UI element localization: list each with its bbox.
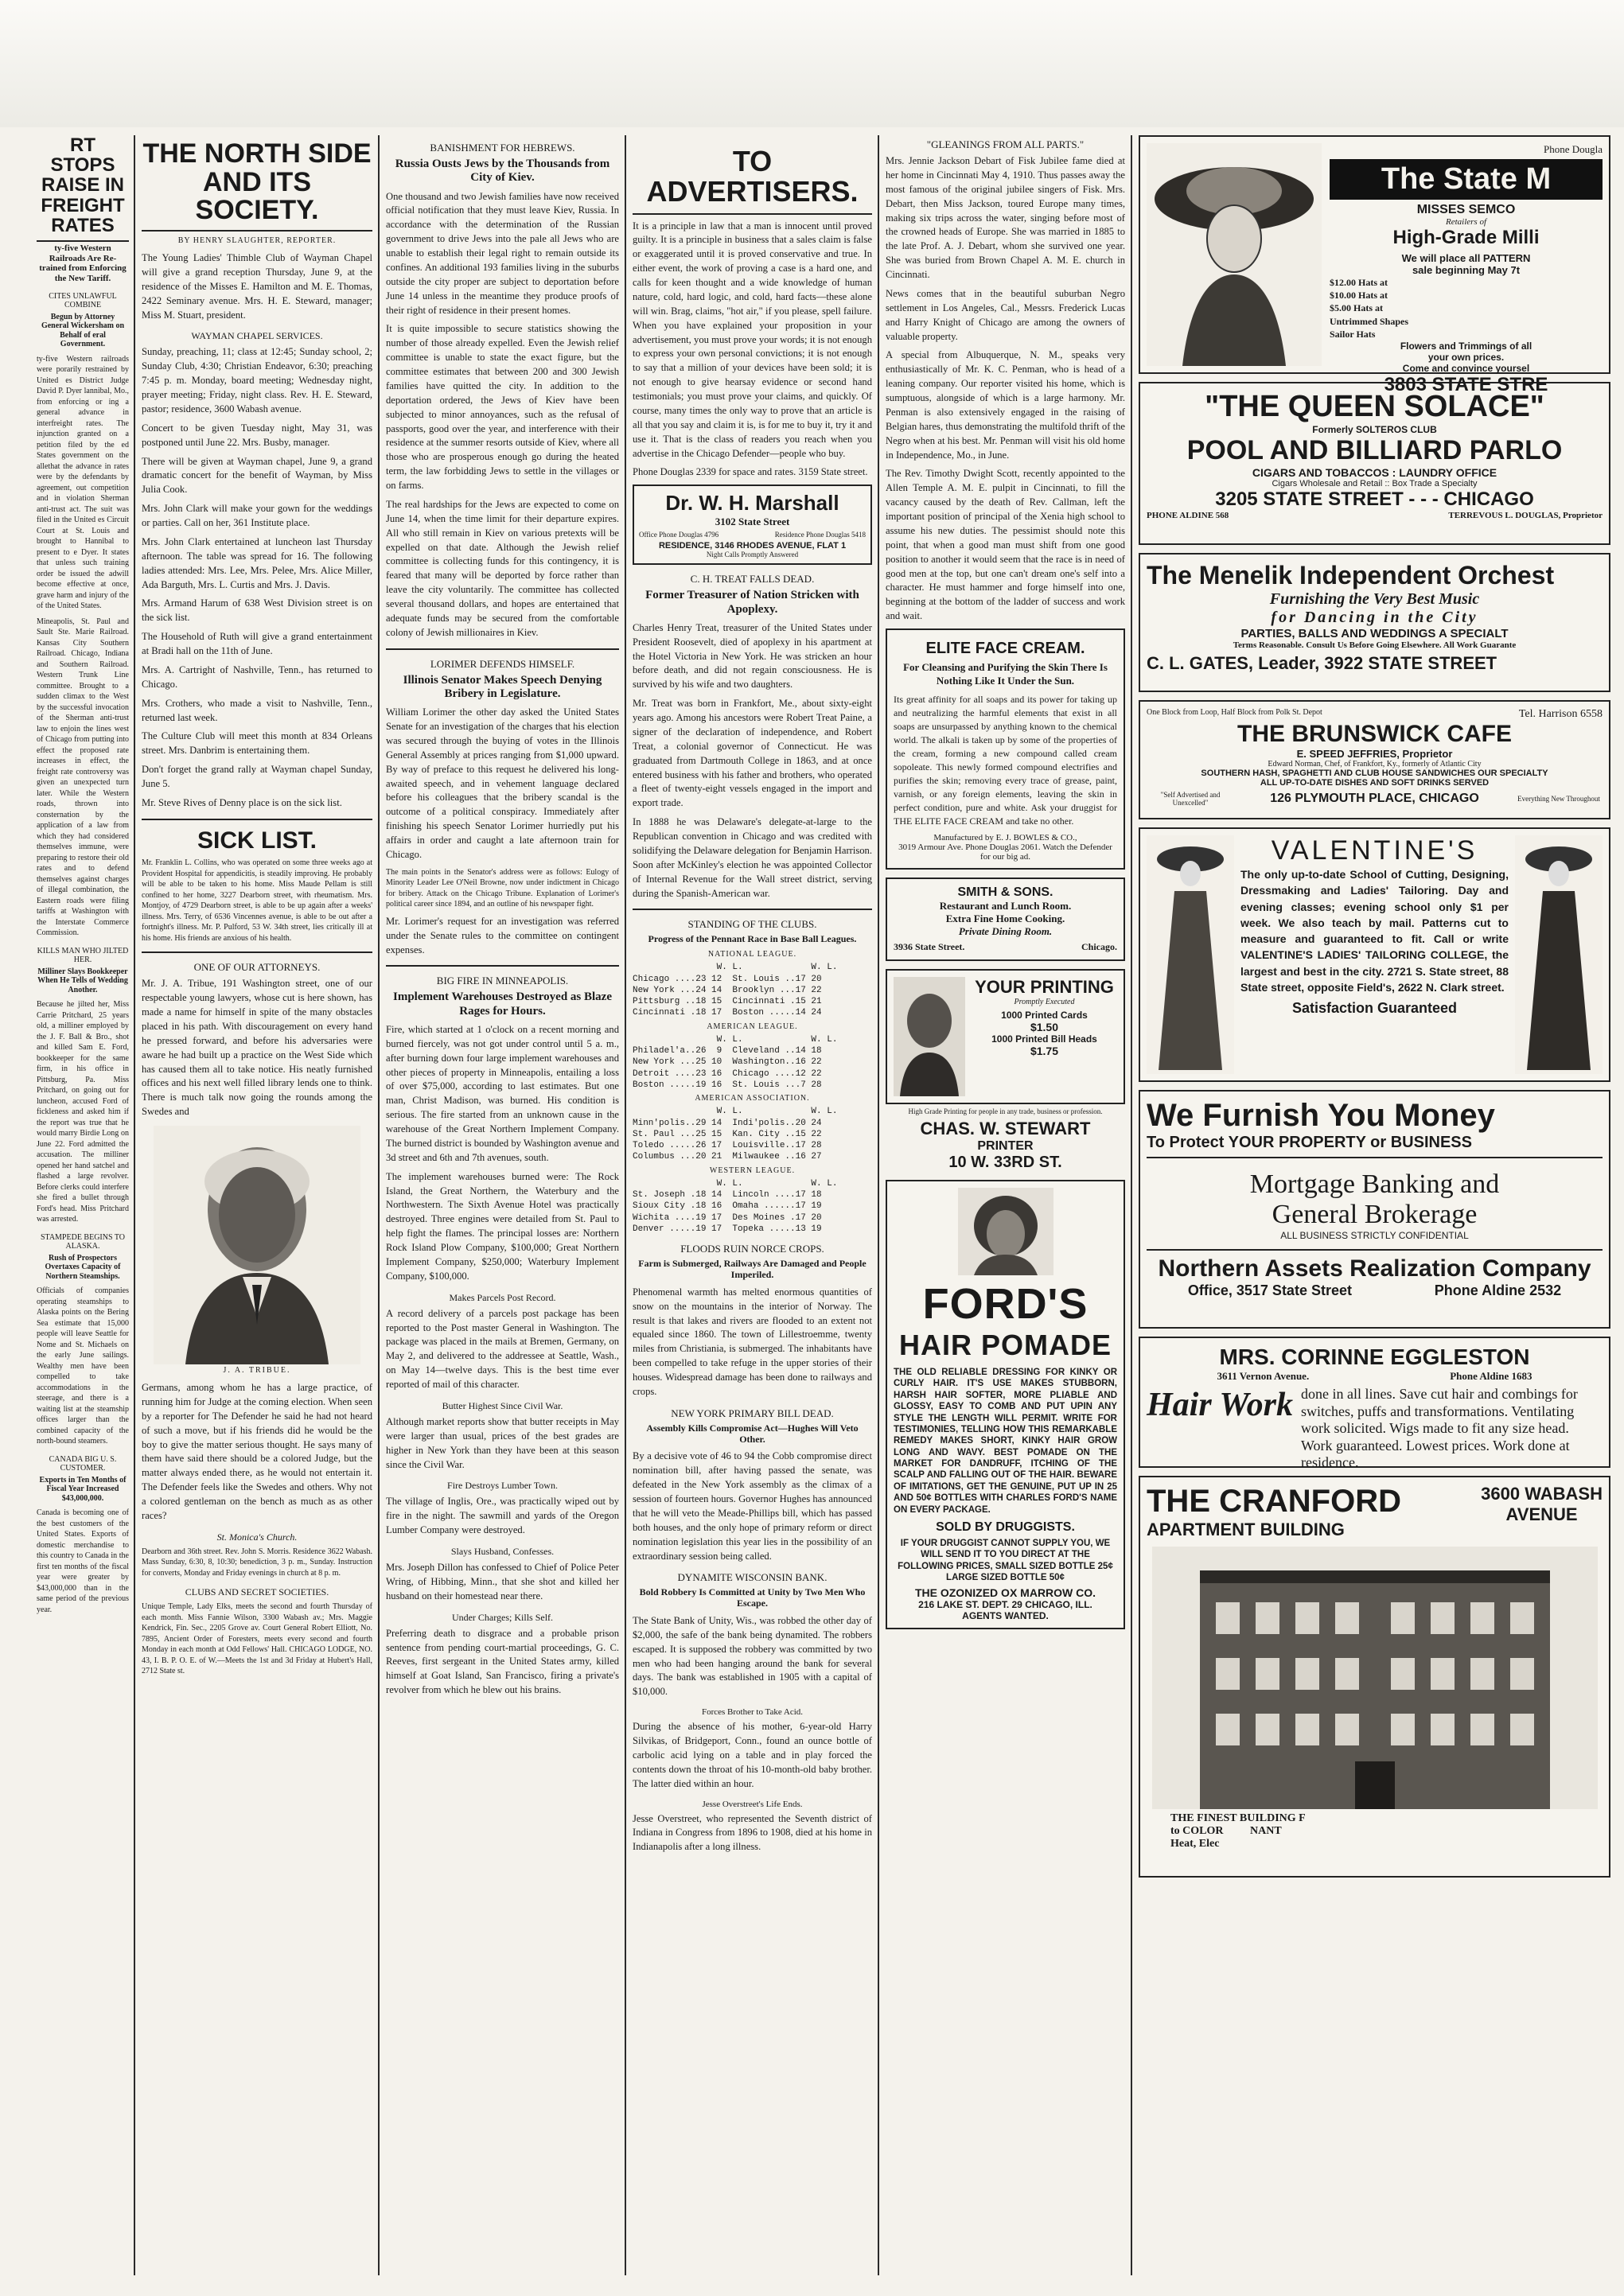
paragraph: Concert to be given Tuesday night, May 31, was postponed until June 22. Mrs. Busby, manager. bbox=[142, 422, 372, 448]
ad-title: We Furnish You Money bbox=[1147, 1098, 1495, 1133]
headline-dynamite: DYNAMITE WISCONSIN BANK. bbox=[677, 1571, 828, 1584]
headline-gleanings: "GLEANINGS FROM ALL PARTS." bbox=[926, 138, 1085, 150]
torn-masthead-area bbox=[0, 0, 1624, 127]
ad-subtitle: For Cleansing and Purifying the Skin There Is Nothing Like It Under the Sun. bbox=[903, 661, 1108, 687]
price-item: 1000 Printed Bill Heads bbox=[991, 1033, 1097, 1045]
paragraph: Mrs. Jennie Jackson Debart of Fisk Jubilee fame died at her home in Cincinnati May 4, 1910. Thus passes away the most famous of the original jubilee singers of Fisk. Mrs. Debart, then Miss Jackson, toured Europe many times, making six trips across the water, singing before most of the crowned heads of Europe. She was married in 1885 to the late Prof. A. J. Debart, whom she survived one year. She was buried from Brown Chapel A. M. E. church in Cincinnati. bbox=[886, 155, 1125, 280]
building-illustration bbox=[1152, 1547, 1598, 1809]
ad-address: 3019 Armour Ave. Phone Douglas 2061. Watch the Defender for our big ad. bbox=[898, 843, 1112, 862]
standings-american: W. L. W. L. Philadel'a..26 9 Cleveland ..14 18 New York ...25 10 Washington..16 22 Detroit ....23 16 Chicago ....12 22 Boston .....19 16 St. Louis ...7 28 bbox=[633, 1034, 838, 1090]
ad-fords-pomade bbox=[886, 1180, 1125, 1629]
paragraph: It is quite impossible to secure statistics showing the number of those already expelled. Even the Jewish relief committee is unable to state the exact figure, but the committee estimates that between 200 and 300 Jewish families have quitted the city. In addition to the deportation ordered, the Jews of Kiev have been subjected to minor annoyances, such as the refusal of passports, good over the year, and interference with their residence at the summer resorts outside of Kiev, where all those who are prosperous enough go during the heated term, the law forbidding Jews to settle in the villages or on farms. bbox=[386, 323, 619, 491]
ad-title: The State M bbox=[1330, 159, 1603, 200]
paragraph: A record delivery of a parcels post package has been reported to the Post master General in Washington. The package was placed in the mails at Bremen, Germany, on May 2, and delivered to the addressee at Seattle, Wash., on May 14—twelve days. This is the best time ever reported of mail of this character. bbox=[386, 1307, 619, 1390]
byline: BY HENRY SLAUGHTER, REPORTER. bbox=[177, 236, 337, 246]
deck-banishment: Russia Ousts Jews by the Thousands from City of Kiev. bbox=[395, 158, 610, 185]
ad-printer-address: 10 W. 33RD ST. bbox=[948, 1154, 1062, 1172]
newspaper-page bbox=[32, 135, 1615, 2275]
card-residence: RESIDENCE, 3146 RHODES AVENUE, FLAT 1 bbox=[658, 541, 847, 551]
paragraph: The main points in the Senator's address were as follows: Eulogy of Minority Leader Lee O'Neil Browne, now under indictment in Chicago for bribery. Attack on the Chicago Tribune. Explanation of Lorimer's political career since 1894, and an outline of his newspaper fight. bbox=[386, 867, 619, 909]
headline-primary-bill: NEW YORK PRIMARY BILL DEAD. bbox=[671, 1407, 834, 1419]
paragraph: There will be given at Wayman chapel, June 9, a grand dramatic concert for the benefit of Wayman, by Miss Julia Cook. bbox=[142, 455, 372, 496]
ad-northern-assets bbox=[1139, 1090, 1610, 1329]
card-office-phone: Office Phone Douglas 4796 bbox=[639, 531, 719, 539]
paragraph: Although market reports show that butter receipts in May were larger than usual, prices of the best grades are higher in New York than they have been at this season since the Civil War. bbox=[386, 1415, 619, 1470]
paragraph: The Rev. Timothy Dwight Scott, recently appointed to the Allen Temple A. M. E. pulpit in Cincinnati, to fill the vacancy caused by the death of Rev. Callman, left the important position of principal of the Xenia high school to assume his new duties. The pessimist should note this point, that when a good man must shift from one good position to another it would seem that the race is in need of good men at the top, but one can't dream one's self into a character. He must hammer and forge himself into one, beginning at the bottom of the ladder of success and work and wait. bbox=[886, 468, 1125, 622]
price-row: $5.00 Hats at bbox=[1330, 302, 1383, 314]
paragraph: The Household of Ruth will give a grand entertainment at Bradi hall on the 11th of June. bbox=[142, 631, 372, 657]
ad-line: your own prices. bbox=[1427, 351, 1505, 363]
paragraph: One thousand and two Jewish families have now received official notification that they must leave Kiev, Russia. In accordance with the determination of the Russian government to drive Jews into the pale all Jews who are unable to establish their legal right to remain outside its confines. An additional 193 families living in the suburbs outside the city proper are subject to deportation before June 14 unless in the meantime they produce proofs of their right of residence in their present homes. bbox=[386, 190, 619, 316]
ad-printer-role: PRINTER bbox=[977, 1139, 1034, 1154]
deck-freight-rates: ty-five Western Railroads Are Re-trained from Enforcing the New Tariff. bbox=[39, 243, 127, 283]
divider bbox=[142, 819, 372, 820]
ad-line: General Brokerage bbox=[1272, 1200, 1478, 1229]
ad-line: Furnishing the Very Best Music bbox=[1269, 590, 1480, 608]
ad-note: High Grade Printing for people in any trade, business or profession. bbox=[908, 1107, 1103, 1116]
ad-line: sale beginning May 7t bbox=[1412, 264, 1521, 276]
subdeck-wickersham: Begun by Attorney General Wickersham on Behalf of eral Government. bbox=[41, 312, 125, 348]
ad-title: FORD'S bbox=[922, 1280, 1089, 1329]
paragraph: Mrs. A. Cartright of Nashville, Tenn., has returned to Chicago. bbox=[142, 664, 372, 690]
ad-valentines bbox=[1139, 827, 1610, 1082]
ad-address: 3600 WABASH bbox=[1481, 1484, 1603, 1504]
column-rule bbox=[134, 135, 135, 2275]
ad-address: 3611 Vernon Avenue. bbox=[1217, 1370, 1310, 1382]
deck-treat: Former Treasurer of Nation Stricken with Apoplexy. bbox=[645, 589, 859, 616]
dress-figure-right bbox=[1515, 835, 1603, 1074]
hat-lady-illustration bbox=[1147, 143, 1322, 366]
paragraph: Dearborn and 36th street. Rev. John S. Morris. Residence 3622 Wabash. Mass Sunday, 6:30, 8, 10:30; benediction, 3 p. m., Sunday. Instruction for converts, Monday and Friday evenings in church at 8 p. m. bbox=[142, 1547, 372, 1578]
ad-title: THE CRANFORD bbox=[1147, 1484, 1401, 1519]
ad-proprietor: E. SPEED JEFFRIES, Proprietor bbox=[1296, 748, 1453, 760]
paragraph: A special from Albuquerque, N. M., speaks very enthusiastically of Mr. K. C. Penman, who is head of a leaning company. Our reporter visited his home, which is sumptuous, alongside of which is a large harmony. Mr. Penman is also extensively engaged in the raising of Belgian hares, thus demonstrating the multifold thrift of the Negro when at his best. Mr. Penman will visit his old home in Independence, Mo., in June. bbox=[886, 349, 1125, 461]
price-row: Sailor Hats bbox=[1330, 328, 1376, 340]
headline-attorneys: ONE OF OUR ATTORNEYS. bbox=[193, 961, 321, 974]
column-rule bbox=[1131, 135, 1132, 2275]
ad-eggleston-hairwork bbox=[1139, 1337, 1610, 1471]
ad-elite-face-cream bbox=[886, 628, 1125, 870]
ad-marshall-card bbox=[633, 484, 872, 565]
ad-line: Flowers and Trimmings of all bbox=[1400, 340, 1532, 352]
deck-lorimer: Illinois Senator Makes Speech Denying Bribery in Legislature. bbox=[403, 673, 602, 700]
price-list bbox=[1330, 276, 1603, 341]
headline-alaska: STAMPEDE BEGINS TO ALASKA. bbox=[40, 1232, 126, 1251]
paragraph: The village of Inglis, Ore., was practically wiped out by fire in the night. The sawmill and yards of the Oregon Lumber Company were destroyed. bbox=[386, 1496, 619, 1536]
ad-state-millinery bbox=[1139, 135, 1610, 395]
column-3 bbox=[381, 135, 624, 2275]
paragraph: Mr. Treat was born in Frankfort, Me., about sixty-eight years ago. Among his ancestors were Robert Treat Paine, a signer of the declaration of independence, and Robert Treat, a colonial governor of Connecticut. He was graduated from Dartmouth College in 1863, and at once entered business with his father and brothers, who operated a fleet of twenty-eight vessels engaged in the import and export trade. bbox=[633, 698, 872, 809]
ad-line: Come and convince yoursel bbox=[1402, 362, 1530, 374]
ad-title: ELITE FACE CREAM. bbox=[925, 640, 1085, 657]
divider bbox=[142, 951, 372, 953]
ad-address: 126 PLYMOUTH PLACE, CHICAGO bbox=[1270, 792, 1479, 805]
ad-title: MRS. CORINNE EGGLESTON bbox=[1219, 1345, 1530, 1369]
paragraph: The Culture Club will meet this month at 834 Orleans street. Mrs. Danbrim is entertaining them. bbox=[142, 730, 372, 757]
paragraph: By a decisive vote of 46 to 94 the Cobb compromise direct nomination bill, after having passed the senate, was defeated in the New York assembly as the climax of a session of fourteen hours. Governor Hughes has announced that he will veto the Meade-Phillips bill, which has passed both houses, and the only hope of primary reform or direct nomination legislation this year lies in the possibility of an extraordinary session being called. bbox=[633, 1450, 872, 1562]
paragraph: Mr. Lorimer's request for an investigation was referred under the Senate rules to the committee on contingent expenses. bbox=[386, 915, 619, 955]
column-5 bbox=[881, 135, 1130, 2275]
ad-phone: PHONE ALDINE 568 bbox=[1147, 511, 1229, 520]
paragraph: Phenomenal warmth has melted enormous quantities of snow on the mountains in the interior of Norway. The result is that lakes and rivers are flooded to an extent not equaled since 1860. The town of Lillestroemme, twenty miles from Christiania, is submerged. The inhabitants have been compelled to take refuge in the upper stories of their houses. Widespread damage has been done to railways and crops. bbox=[633, 1286, 872, 1397]
ad-footer-4: Heat, Elec bbox=[1170, 1838, 1220, 1850]
ad-title: The Menelik Independent Orchest bbox=[1147, 561, 1555, 590]
ad-smith-sons bbox=[886, 878, 1125, 961]
portrait-tribue bbox=[154, 1126, 360, 1364]
price-value: $1.75 bbox=[1030, 1045, 1059, 1058]
ad-line: Private Dining Room. bbox=[958, 925, 1053, 938]
headline-floods: FLOODS RUIN NORCE CROPS. bbox=[680, 1243, 824, 1255]
ad-brunswick-cafe bbox=[1139, 700, 1610, 819]
paragraph: News comes that in the beautiful suburban Negro settlement in Los Angeles, Cal., Messrs. Frederick Lucas and Harry Knight of Chicago are among the owners of valuable property. bbox=[886, 287, 1125, 342]
ad-body: Its great affinity for all soaps and its power for taking up and neutralizing the harmful elements that exist in all soaps are unsurpassed by anything known to the chemical world. The alkali is taken up by some of the properties of the cream, forming a new compound called cream sopoleate. This newly formed compound electrifies and purifies the skin; removing every trace of grease, paint, varnish, or any foreign elements, leaving the skin in perfect condition, pure and white. Ask your druggist for THE ELITE FACE CREAM and take no other. bbox=[894, 693, 1117, 827]
ad-subtitle: To Protect YOUR PROPERTY or BUSINESS bbox=[1147, 1134, 1603, 1158]
column-rule bbox=[625, 135, 626, 2275]
price-value: $1.50 bbox=[1030, 1021, 1059, 1034]
ad-line: Mortgage Banking and bbox=[1249, 1169, 1500, 1199]
headline-clubs: CLUBS AND SECRET SOCIETIES. bbox=[185, 1586, 329, 1598]
paragraph: Sunday, preaching, 11; class at 12:45; Sunday school, 2; Sunday Club, 4:30; Christian Endeavor, 6:30; preaching 7:45 p. m. Monday, board meeting; Wednesday night, prayer meeting; Friday, night class. Rev. H. E. Steward, pastor; residence, 3600 Wabash avenue. bbox=[142, 346, 372, 414]
paragraph: Mr. Steve Rives of Denny place is on the sick list. bbox=[142, 796, 342, 808]
ad-specialty-2: ALL UP-TO-DATE DISHES AND SOFT DRINKS SERVED bbox=[1260, 778, 1490, 788]
headline-north-side: THE NORTH SIDE AND ITS SOCIETY. bbox=[142, 140, 372, 232]
paragraph: Fire, which started at 1 o'clock on a recent morning and burned fiercely, was not got under control until 5 a. m., after burning down four large implement warehouses and other pieces of property in Minneapolis, entailing a loss of over $75,000, according to last estimates. But one man, Christ Madison, was burned. His condition is serious. The fire started from an unknown cause in the warehouse of the Great Northern Implement Company. The burned district is bounded by Washington avenue and 3d street and 6th and 7th avenues, south. bbox=[386, 1023, 619, 1163]
ad-address: 216 LAKE ST. DEPT. 29 CHICAGO, ILL. bbox=[918, 1599, 1092, 1611]
ad-footer: THE FINEST BUILDING F bbox=[1170, 1812, 1306, 1824]
divider bbox=[386, 965, 619, 967]
subhead-slays: Slays Husband, Confesses. bbox=[450, 1546, 555, 1557]
paragraph: The real hardships for the Jews are expected to come on June 14, when the time limit for their departure expires. All who still remain in Kiev on various pretexts will be expelled on that date. Although the Jewish relief committee is collecting funds for this contingency, it is feared that many will be deported by force rather than leave the city voluntarily. The committee has collected several thousand dollars, and hopes are entertained that adequate funds may be secured from the comfortable colony of Jewish millionaires in Kiev. bbox=[386, 498, 619, 638]
subhead-parcels: Makes Parcels Post Record. bbox=[449, 1291, 556, 1303]
ad-agents: AGENTS WANTED. bbox=[962, 1610, 1049, 1622]
headline-lorimer: LORIMER DEFENDS HIMSELF. bbox=[430, 657, 575, 670]
subhead-butter: Butter Highest Since Civil War. bbox=[442, 1399, 563, 1411]
ad-address-2: AVENUE bbox=[1505, 1504, 1578, 1524]
ad-city: Chicago. bbox=[1081, 941, 1117, 953]
price-row: $12.00 Hats at bbox=[1330, 277, 1388, 288]
ad-office: Office, 3517 State Street bbox=[1187, 1282, 1352, 1298]
ad-address: 3803 STATE STRE bbox=[1384, 373, 1548, 395]
ad-headline: POOL AND BILLIARD PARLO bbox=[1186, 435, 1563, 465]
price-item: 1000 Printed Cards bbox=[1001, 1010, 1088, 1022]
ad-stewart-printing bbox=[886, 969, 1125, 1104]
subhead-st-monica: St. Monica's Church. bbox=[216, 1531, 298, 1543]
deck-canada: Exports in Ten Months of Fiscal Year Increased $43,000,000. bbox=[39, 1475, 127, 1503]
column-4 bbox=[628, 135, 877, 2275]
ad-headline: Hair Work bbox=[1147, 1387, 1293, 1423]
deck-floods: Farm is Submerged, Railways Are Damaged and People Imperiled. bbox=[638, 1258, 867, 1280]
card-address: 3102 State Street bbox=[715, 516, 790, 528]
paragraph: Don't forget the grand rally at Wayman chapel Sunday, June 5. bbox=[142, 764, 372, 790]
ad-company: THE OZONIZED OX MARROW CO. bbox=[914, 1586, 1096, 1600]
paragraph: Phone Douglas 2339 for space and rates. 3159 State street. bbox=[633, 466, 868, 478]
ad-subtitle: Promptly Executed bbox=[1014, 998, 1075, 1007]
portrait-caption: J. A. TRIBUE. bbox=[223, 1366, 291, 1376]
ad-offer: IF YOUR DRUGGIST CANNOT SUPPLY YOU, WE WILL SEND IT TO YOU DIRECT AT THE FOLLOWING PRICES, SMALL SIZED BOTTLE 25¢ LARGE SIZED BOTTLE 50¢ bbox=[898, 1538, 1113, 1583]
divider bbox=[633, 909, 872, 910]
card-name: Dr. W. H. Marshall bbox=[665, 491, 839, 516]
column-2 bbox=[137, 135, 377, 2275]
deck-dynamite: Bold Robbery Is Committed at Unity by Two Men Who Escape. bbox=[639, 1586, 866, 1609]
paragraph: Mrs. Joseph Dillon has confessed to Chief of Police Peter Wring, of Hibbing, Minn., that she shot and killed her husband on their homestead near there. bbox=[386, 1562, 619, 1601]
deck-standing: Progress of the Pennant Race in Base Ball Leagues. bbox=[648, 933, 857, 945]
ad-line: for Dancing in the City bbox=[1271, 609, 1478, 626]
ad-title: "THE QUEEN SOLACE" bbox=[1205, 390, 1544, 423]
ad-phone: Tel. Harrison 6558 bbox=[1518, 708, 1603, 720]
paragraph: Germans, among whom he has a large practice, of running him for Judge at the coming election. When seen by a reporter for The Defender he said he had not heard of such a move, but if his friends did he would be the boy to give the matter serious thought. He says many of them have said there should be a colored Judge, but the matter always ended there, as he would not entertain it. The Defender feels like the Swedes and others. Why not a colored gentleman on the bench as much as as other races? bbox=[142, 1382, 372, 1521]
ad-body: THE OLD RELIABLE DRESSING FOR KINKY OR CURLY HAIR. IT'S USE MAKES STUBBORN, HARSH HAIR SOFTER, MORE PLIABLE AND GLOSSY, EASY TO COMB AND PUT UPIN ANY STYLE THE LENGTH WILL PERMIT. WRITE FOR TESTIMONIES, TELLING HOW THIS REMARKABLE REMEDY MAKES SHORT, KINKY HAIR GROW LONG AND WAVY. BEST POMADE ON THE MARKET FOR DANDRUFF, ITCHING OF THE SCALP AND FALLING OUT OF THE HAIR. BEWARE OF IMITATIONS, GET THE GENUINE, PUT UP IN 25 AND 50¢ BOTTLES WITH CHARLES FORD'S NAME ON EVERY PACKAGE. bbox=[894, 1368, 1117, 1515]
ad-subtitle: APARTMENT BUILDING bbox=[1147, 1520, 1345, 1539]
paragraph: Mrs. John Clark will make your gown for the weddings or parties. Call on her, 361 Institute place. bbox=[142, 503, 372, 529]
sick-list-text: Mr. Franklin L. Collins, who was operated on some three weeks ago at Provident Hospital for appendicitis, is steadily improving. He probably will be able to be taken to his home. Miss Maude Pellam is still confined to her home, 3227 Dearborn street, with rheumatism. Mrs. Montjoy, of 4729 Dearborn street, is able to be up again after a weeks' illness. Mrs. Terry, of 6536 Vincennes avenue, is able to be out after a fortnight's illness. Mr. P. Pulford, 53 W. 34th street, lies critically ill at his home. His friends are anxious of his health. bbox=[142, 858, 372, 943]
deck-fire: Implement Warehouses Destroyed as Blaze Rages for Hours. bbox=[393, 990, 612, 1018]
paragraph: The Young Ladies' Thimble Club of Wayman Chapel will give a grand reception Thursday, June 9, at the residence of the Misses E. Hamilton and M. E. Thomas, 2422 Seminary avenue. Mrs. H. E. Steward, manager; Miss M. Stuart, president. bbox=[142, 252, 372, 321]
column-6-ads bbox=[1134, 135, 1615, 2275]
ad-specialty: SOUTHERN HASH, SPAGHETTI AND CLUB HOUSE SANDWICHES OUR SPECIALTY bbox=[1201, 769, 1548, 778]
ad-phone: Phone Aldine 1683 bbox=[1450, 1370, 1532, 1382]
paragraph: Jesse Overstreet, who represented the Seventh district of Indiana in Congress from 1896 to 1908, died at his home in Indianapolis after a long illness. bbox=[633, 1812, 872, 1853]
ad-footer-2: to COLOR bbox=[1170, 1825, 1224, 1837]
ad-address: 3205 STATE STREET - - - CHICAGO bbox=[1215, 488, 1534, 510]
headline-kills-man: KILLS MAN WHO JILTED HER. bbox=[37, 946, 129, 964]
ad-title: SMITH & SONS. bbox=[957, 885, 1053, 900]
ad-phone: Phone Aldine 2532 bbox=[1434, 1282, 1562, 1298]
ad-address: 3936 State Street. bbox=[894, 941, 965, 953]
ad-title: YOUR PRINTING bbox=[975, 977, 1114, 998]
ad-printer-name: CHAS. W. STEWART bbox=[920, 1119, 1091, 1139]
price-row: Untrimmed Shapes bbox=[1330, 315, 1409, 327]
woman-portrait bbox=[958, 1188, 1053, 1275]
ad-body: The only up-to-date School of Cutting, Designing, Dressmaking and Ladies' Tailoring. Day and evening classes; evening school only $1 per week. We also teach by mail. Patterns cut to measure and guaranteed to fit. Call or write VALENTINE'S LADIES' TAILORING COLLEGE, the largest and best in the city. 2721 S. State street, 88 State street, opposite Field's, 2622 N. Clark street. bbox=[1240, 868, 1509, 994]
league-title: AMERICAN ASSOCIATION. bbox=[695, 1094, 810, 1103]
headline-sick-list: SICK LIST. bbox=[197, 827, 317, 854]
ad-leader: C. L. GATES, Leader, 3922 STATE STREET bbox=[1147, 653, 1497, 673]
card-residence-phone: Residence Phone Douglas 5418 bbox=[774, 531, 866, 539]
story-freight-rates-cont: Mineapolis, St. Paul and Sault Ste. Marie Railroad. Kansas City Southern Railroad. Chicago, Indiana and Southern Railroad. Western Trunk Line committee. Brought to a sudden climax to the West by the successful invocation of the Sherman anti-trust law to enjoin the lines west of Chicago from putting into effect the proposed rate increases in effect, the freight rate controversy was given an unexpected turn later. While the Western roads, thrown into consternation by the application of a law from which they had considered themselves immune, were preparing to restore their old rates and to defend themselves against charges of illegal combination, the Eastern roads were filing tariffs at Washington with the Interstate Commerce Commission. bbox=[37, 617, 129, 937]
printer-portrait bbox=[894, 977, 965, 1096]
paragraph: In 1888 he was Delaware's delegate-at-large to the Republican convention in Chicago and was credited with solidifying the Delaware delegation for Benjamin Harrison. Soon after McKinley's election he was appointed Collector of Internal Revenue for the Wall street district, serving during the Spanish-American war. bbox=[633, 816, 872, 899]
ad-line: Extra Fine Home Cooking. bbox=[945, 913, 1065, 925]
paragraph: The State Bank of Unity, Wis., was robbed the other day of $2,000, the safe of the bank being dynamited. The robbers escaped. It is supposed the robbery was committed by two men who had been hanging around the bank for several days. The bank was established in 1905 with a capital of $10,000. bbox=[633, 1614, 872, 1698]
headline-to-advertisers: TO ADVERTISERS. bbox=[633, 140, 872, 215]
story-canada: Canada is becoming one of the best customers of the United States. Exports of domestic merchandise to this country to Canada in the first ten months of the fiscal year were greater by $43,000,000 than in the same period of the previous year. bbox=[37, 1508, 129, 1614]
paragraph: During the absence of his mother, 6-year-old Harry Silvikas, of Bridgeport, Conn., found an ounce bottle of carbolic acid lying on a table and in play forced the contents down the throat of his 10-month-old baby brother. The latter died within an hour. bbox=[633, 1721, 872, 1789]
ad-formerly: Formerly SOLTEROS CLUB bbox=[1312, 424, 1437, 435]
price-row: $10.00 Hats at bbox=[1330, 290, 1388, 302]
ad-sold: SOLD BY DRUGGISTS. bbox=[936, 1520, 1075, 1534]
league-title: NATIONAL LEAGUE. bbox=[707, 950, 797, 959]
ad-title: VALENTINE'S bbox=[1271, 835, 1478, 866]
standings-national: W. L. W. L. Chicago ....23 12 St. Louis ..17 20 New York ...24 14 Brooklyn ...17 22 Pittsburg ..18 15 Cincinnati .15 21 Cincinnati .18 17 Boston .....14 24 bbox=[633, 963, 838, 1018]
ad-slogan: Everything New Throughout bbox=[1517, 795, 1600, 803]
column-1 bbox=[32, 135, 134, 2275]
paragraph: It is a principle in law that a man is innocent until proved guilty. It is a principle in business that a sales claim is false or exaggerated until it is proved conservative and true. In either event, the work of proving a case is a hard one, and calls for keen thought and a wide knowledge of human nature, cold, hard logic, and cold, hard facts—these alone will win. Brag, claims, "hot air," if you please, spell failure. When you have explained your proposition in your advertisement, you must prove your words; it is not enough to express your own personal convictions; it is not enough to say that a million of your devices have been sold; it is not enough to give hearsay evidence or second hand testimonials; you must prove your claims, and quickly. Of course, many times the only way to prove that an article is all that you say and claim it is, is for me to buy it, try it and use it. That is the class of readers you reach when you advertise in the Chicago Defender—people who buy. bbox=[633, 220, 872, 459]
subhead-kills-self: Under Charges; Kills Self. bbox=[451, 1611, 554, 1623]
ad-line: We will place all PATTERN bbox=[1401, 252, 1531, 264]
ad-subtitle-2: Retailers of bbox=[1445, 217, 1487, 227]
ad-headline: High-Grade Milli bbox=[1392, 227, 1540, 248]
league-title: WESTERN LEAGUE. bbox=[709, 1166, 796, 1175]
ad-proprietor: TERREVOUS L. DOUGLAS, Proprietor bbox=[1448, 511, 1603, 520]
paragraph: Unique Temple, Lady Elks, meets the second and fourth Thursday of each month. Miss Fannie Wilson, 3300 Wabash av.; Mrs. Maggie Kendrick, Fin. Sec., 2205 Grove av. Court General Robert Elliott, No. 7895, Ancient Order of Foresters, meets every second and fourth Monday in each month at Odd Fellows' Hall. CHICAGO LODGE, NO. 43, I. B. P. O. E. of W.—Meets the 1st and 3d Friday at Hubert's Hall, 2712 State st. bbox=[142, 1602, 372, 1676]
ad-title-2: HAIR POMADE bbox=[898, 1329, 1112, 1362]
story-freight-rates: ty-five Western railroads were porarily restrained by United es District Judge David P. Dyer lannibal, Mo., from enforcing or ing a general advance in interfreight rates. The injunction granted on a petition filed by the ed States government on the allethat the advance in rates were by the defendants by agreement, out competition and in violation Sherman anti-trust act. The suit was filed in the United es Circuit Court at St. Louis and brought to Hannibal to present to e Dyer. It states that unless such training order be issued the adwill become effective at once, grave harm and injury of the of the United States. bbox=[37, 354, 129, 610]
deck-primary-bill: Assembly Kills Compromise Act—Hughes Will Veto Other. bbox=[646, 1422, 859, 1445]
ad-title: THE BRUNSWICK CAFE bbox=[1237, 721, 1512, 747]
paragraph: Charles Henry Treat, treasurer of the United States under President Roosevelt, died of apoplexy in his apartment at the Hotel Victoria in New York. He was stricken an hour before death, and did not regain consciousness. He is survived by his wife and two daughters. bbox=[633, 621, 872, 691]
headline-banishment: BANISHMENT FOR HEBREWS. bbox=[430, 142, 575, 154]
ad-line: Terms Reasonable. Consult Us Before Going Elsewhere. All Work Guarante bbox=[1233, 640, 1517, 650]
subhead-unlawful-combine: CITES UNLAWFUL COMBINE bbox=[49, 291, 117, 309]
headline-canada: CANADA BIG U. S. CUSTOMER. bbox=[49, 1454, 117, 1473]
dress-figure-left bbox=[1147, 835, 1234, 1074]
subhead-lumber: Fire Destroys Lumber Town. bbox=[447, 1480, 558, 1492]
ad-line: ALL BUSINESS STRICTLY CONFIDENTIAL bbox=[1280, 1230, 1469, 1241]
ad-location-note: One Block from Loop, Half Block from Polk St. Depot bbox=[1147, 708, 1322, 717]
ad-queen-solace bbox=[1139, 382, 1610, 545]
paragraph: William Lorimer the other day asked the United States Senate for an investigation of the charges that his election was secured through the buying of votes in the Illinois General Assembly at prices ranging from $1,000 upward. By way of preface to this request he delivered his long-awaited speech, and in vehement language declared before his colleagues that the bribery scandal is the outcome of a political conspiracy. Immediately after finishing his speech Senator Lorimer hurriedly put his affairs in order and caught a late afternoon train for Chicago. bbox=[386, 706, 619, 860]
paragraph: Preferring death to disgrace and a probable prison sentence from pending court-martial proceedings, G. C. Reeves, first sergeant in the United States army, killed himself at Goat Island, San Francisco, firing a private's revolver from which he blew out his brains. bbox=[386, 1627, 619, 1696]
subhead-acid: Forces Brother to Take Acid. bbox=[701, 1707, 804, 1718]
ad-line: CIGARS AND TOBACCOS : LAUNDRY OFFICE bbox=[1252, 466, 1497, 479]
ad-footer-3: NANT bbox=[1250, 1825, 1282, 1837]
paragraph: Mrs. Armand Harum of 638 West Division street is on the sick list. bbox=[142, 597, 372, 624]
ad-chef: Edward Norman, Chef, of Frankfort, Ky., formerly of Atlantic City bbox=[1268, 760, 1482, 769]
story-alaska: Officials of companies operating steamships to Alaska points on the Bering Sea estimate that 15,000 people will leave Seattle for Nome and St. Michaels on the early June sailings. Wealthy men have been compelled to take accommodations in the steerage, and there is a waiting list at the steamship offices larger than the combined capacity of the north-bound steamers. bbox=[37, 1286, 129, 1446]
ad-line: Cigars Wholesale and Retail :: Box Trade a Specialty bbox=[1272, 479, 1478, 488]
ad-line: Restaurant and Lunch Room. bbox=[939, 900, 1072, 913]
ad-footer: Satisfaction Guaranteed bbox=[1291, 1000, 1458, 1017]
headline-freight-rates: RT STOPS RAISE IN FREIGHT RATES bbox=[37, 135, 129, 242]
subhead-overstreet: Jesse Overstreet's Life Ends. bbox=[702, 1799, 803, 1809]
card-note: Night Calls Promptly Answered bbox=[706, 551, 799, 559]
ad-manufacturer: Manufactured by E. J. BOWLES & CO., bbox=[933, 833, 1077, 843]
ad-line: PARTIES, BALLS AND WEDDINGS A SPECIALT bbox=[1240, 627, 1509, 640]
paragraph: Mrs. John Clark entertained at luncheon last Thursday afternoon. The table was spread for 16. The following ladies attended: Mrs. Lee, Mrs. Pelee, Mrs. Alice Miller, Ada Barguth, Mrs. L. Curtis and Mrs. J. Davis. bbox=[142, 535, 372, 590]
story-kills-man: Because he jilted her, Miss Carrie Pritchard, 25 years old, a milliner employed by the J. F. Ball & Bro., shot and killed Sam E. Ford, bookkeeper for the same firm, in his office in Pittsburg, Pa. Miss Pritchard, on going out for luncheon, accused Ford of fickleness and asked him if the report was true that he would marry Birdie Long on June 22. Ford admitted the accusation. The milliner opened her hand satchel and flashed a large revolver. Before clerks could interfere she fired a bullet through Ford's head. Miss Pritchard was arrested. bbox=[37, 1000, 129, 1224]
paragraph: Mr. J. A. Tribue, 191 Washington street, one of our respectable young lawyers, whose cut is here shown, has made a name for himself in spite of the many obstacles placed in his path. With discouragement on every hand he pressed forward, and before his adversaries were aware he had built up a practice on the West Side which has caused them all to take notice. His neatly furnished offices and his next well filled library lends one to think. There is much talk now going the rounds among the Swedes and bbox=[142, 978, 372, 1118]
divider bbox=[386, 648, 619, 650]
ad-slogan: "Self Advertised and Unexcelled" bbox=[1160, 791, 1221, 807]
ad-cranford-apartments bbox=[1139, 1476, 1610, 1878]
ad-body: done in all lines. Save cut hair and combings for switches, puffs and transformations. Ventilating work solicited. Wigs made to fit any size head. Work guaranteed. Lowest prices. Work done at residence. bbox=[1301, 1386, 1578, 1471]
ad-phone: Phone Dougla bbox=[1543, 143, 1603, 155]
ad-menelik-orchestra bbox=[1139, 553, 1610, 692]
standings-western: W. L. W. L. St. Joseph .18 14 Lincoln ....17 18 Sioux City .18 16 Omaha ......17 19 Wichita ....19 17 Des Moines .17 20 Denver .....19 17 Topeka .....13 19 bbox=[633, 1178, 838, 1234]
league-title: AMERICAN LEAGUE. bbox=[707, 1022, 798, 1031]
ad-subtitle: MISSES SEMCO bbox=[1416, 203, 1516, 216]
headline-standing: STANDING OF THE CLUBS. bbox=[687, 918, 817, 931]
standings-association: W. L. W. L. Minn'polis..29 14 Indi'polis..20 24 St. Paul ...25 15 Kan. City ..15 22 Toledo .....26 17 Louisville..17 28 Columbus ...20 21 Milwaukee ..16 27 bbox=[633, 1107, 838, 1162]
headline-treat: C. H. TREAT FALLS DEAD. bbox=[690, 573, 815, 586]
paragraph: The implement warehouses burned were: The Rock Island, the Great Northern, the Waterbury and the Northwestern. The Sixth Avenue Hotel was practically destroyed. Three engines were detailed from St. Paul to help fight the flames. The principal losses are: Northern Rock Island Plow Company, $100,000; Great Northern Implement Company, $250,000; Waterbury Implement Company, $100,000. bbox=[386, 1170, 619, 1282]
column-rule bbox=[378, 135, 380, 2275]
paragraph: Mrs. Crothers, who made a visit to Nashville, Tenn., returned last week. bbox=[142, 697, 372, 723]
column-rule bbox=[878, 135, 879, 2275]
deck-alaska: Rush of Prospectors Overtaxes Capacity of Northern Steamships. bbox=[45, 1253, 121, 1281]
ad-company: Northern Assets Realization Company bbox=[1147, 1249, 1603, 1282]
subhead-wayman: WAYMAN CHAPEL SERVICES. bbox=[191, 330, 323, 342]
headline-fire: BIG FIRE IN MINNEAPOLIS. bbox=[436, 975, 569, 987]
deck-kills-man: Milliner Slays Bookkeeper When He Tells of Wedding Another. bbox=[37, 967, 128, 994]
